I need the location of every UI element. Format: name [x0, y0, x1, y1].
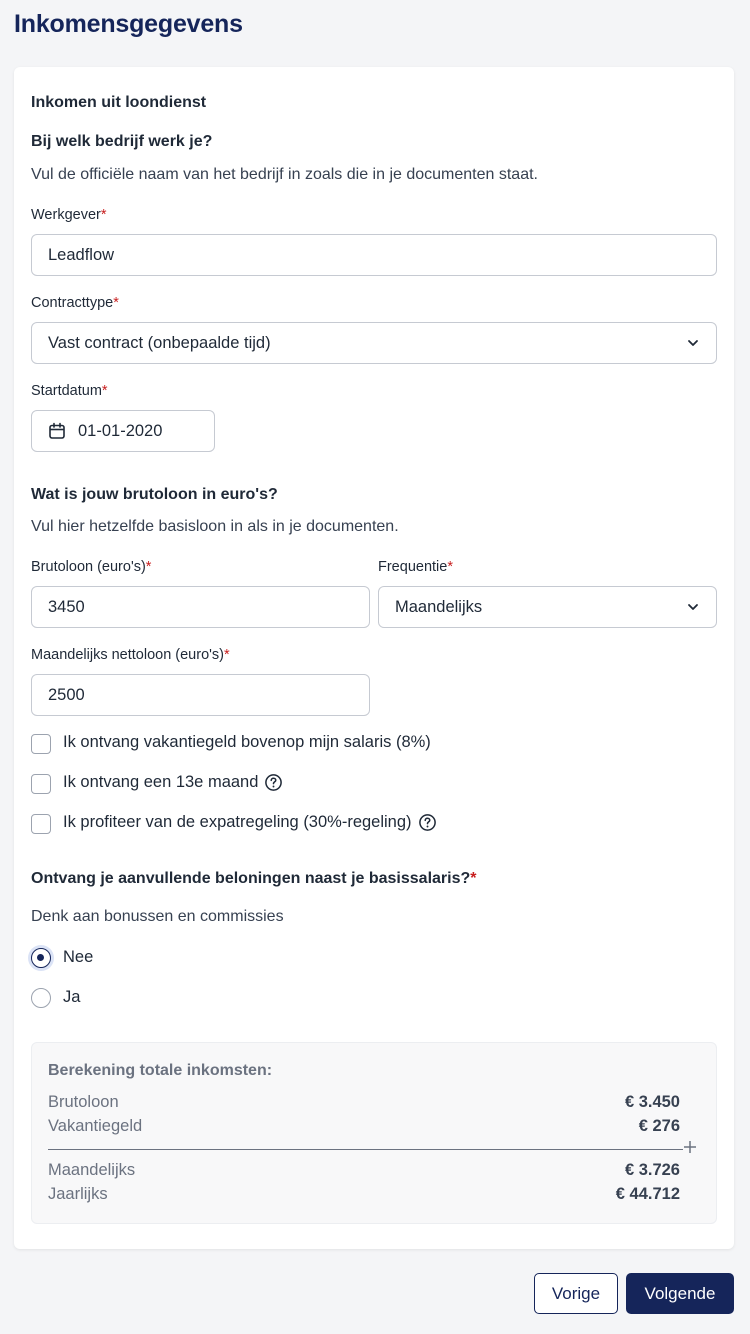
chevron-down-icon: [686, 336, 700, 350]
summary-row-monthly: Maandelijks € 3.726: [48, 1161, 680, 1179]
income-summary: [31, 1042, 717, 1224]
net-salary-value: 2500: [48, 685, 85, 704]
chevron-down-icon: [686, 600, 700, 614]
salary-helper: Vul hier hetzelfde basisloon in als in je documenten.: [31, 518, 399, 535]
next-button[interactable]: Volgende: [626, 1273, 734, 1314]
rewards-question: Ontvang je aanvullende beloningen naast je basissalaris?*: [31, 870, 477, 887]
income-form-card: [14, 67, 734, 1249]
contract-type-label: Contracttype*: [31, 295, 119, 311]
summary-divider: [48, 1149, 683, 1150]
employer-value: Leadflow: [48, 245, 115, 264]
frequency-label: Frequentie*: [378, 559, 453, 575]
employer-label: Werkgever*: [31, 207, 107, 223]
holiday-pay-label: Ik ontvang vakantiegeld bovenop mijn salaris (8%): [63, 733, 431, 751]
help-icon[interactable]: [418, 813, 437, 832]
gross-salary-value: 3450: [48, 597, 85, 616]
gross-salary-input[interactable]: [31, 586, 370, 628]
employer-input[interactable]: [31, 234, 717, 276]
plus-icon: [683, 1140, 697, 1154]
frequency-value: Maandelijks: [395, 597, 483, 616]
contract-type-select[interactable]: [31, 322, 717, 364]
net-salary-label: Maandelijks nettoloon (euro's)*: [31, 647, 230, 663]
employer-helper: Vul de officiële naam van het bedrijf in zoals die in je documenten staat.: [31, 166, 538, 183]
net-salary-input[interactable]: [31, 674, 370, 716]
calendar-icon: [48, 422, 66, 440]
thirteenth-month-checkbox[interactable]: [31, 774, 51, 794]
summary-title: Berekening totale inkomsten:: [48, 1062, 273, 1079]
start-date-input[interactable]: [31, 410, 215, 452]
frequency-select[interactable]: [378, 586, 717, 628]
rewards-radio-no[interactable]: [31, 948, 51, 968]
rewards-radio-yes-label: Ja: [63, 988, 81, 1006]
help-icon[interactable]: [264, 773, 283, 792]
summary-row-gross: Brutoloon € 3.450: [48, 1093, 680, 1111]
expat-scheme-checkbox[interactable]: [31, 814, 51, 834]
summary-row-holiday-pay: Vakantiegeld € 276: [48, 1117, 680, 1135]
expat-scheme-label: Ik profiteer van de expatregeling (30%-regeling): [63, 813, 437, 832]
summary-row-yearly: Jaarlijks € 44.712: [48, 1185, 680, 1203]
salary-question: Wat is jouw brutoloon in euro's?: [31, 486, 278, 503]
previous-button[interactable]: Vorige: [534, 1273, 618, 1314]
rewards-helper: Denk aan bonussen en commissies: [31, 908, 284, 925]
section-title: Inkomen uit loondienst: [31, 94, 207, 111]
holiday-pay-checkbox[interactable]: [31, 734, 51, 754]
rewards-radio-no-label: Nee: [63, 948, 94, 966]
contract-type-value: Vast contract (onbepaalde tijd): [48, 333, 271, 352]
page-title: Inkomensgegevens: [14, 10, 243, 38]
start-date-label: Startdatum*: [31, 383, 108, 399]
employer-question: Bij welk bedrijf werk je?: [31, 133, 213, 150]
start-date-value: 01-01-2020: [78, 421, 163, 440]
thirteenth-month-label: Ik ontvang een 13e maand: [63, 773, 283, 792]
rewards-radio-yes[interactable]: [31, 988, 51, 1008]
gross-salary-label: Brutoloon (euro's)*: [31, 559, 152, 575]
